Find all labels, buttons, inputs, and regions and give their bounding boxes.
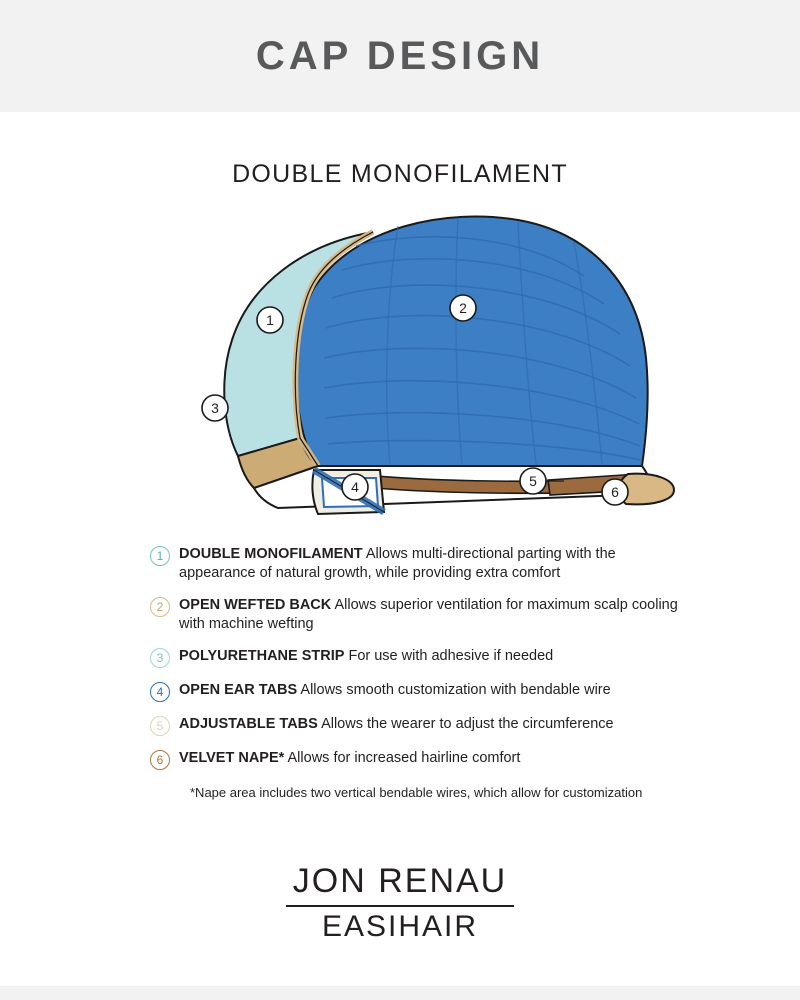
legend-term-1: DOUBLE MONOFILAMENT: [179, 546, 363, 562]
wefted-back-region: [296, 217, 647, 466]
legend-term-4: OPEN EAR TABS: [179, 682, 298, 698]
legend-entry-6: [179, 749, 520, 768]
list-item: [150, 681, 690, 702]
brand-subname: EASIHAIR: [321, 910, 479, 943]
legend-badge-5: 5: [150, 716, 170, 736]
legend-badge-3: 3: [150, 648, 170, 668]
legend-entry-5: [179, 715, 614, 734]
legend-entry-4: [179, 681, 611, 700]
brand-footer: [0, 862, 800, 944]
callout-6-label: 6: [611, 484, 619, 500]
list-item: [150, 545, 690, 583]
legend-term-5: ADJUSTABLE TABS: [179, 716, 318, 732]
legend-term-3: POLYURETHANE STRIP: [179, 648, 345, 664]
legend-badge-1: 1: [150, 546, 170, 566]
list-item: [150, 715, 690, 736]
legend-badge-2: 2: [150, 597, 170, 617]
legend-list: [150, 545, 690, 802]
legend-footnote: *Nape area includes two vertical bendable wires, which allow for customization: [190, 785, 643, 800]
page-title: CAP DESIGN: [255, 33, 545, 78]
legend-term-6: VELVET NAPE*: [179, 750, 285, 766]
legend-desc-3: For use with adhesive if needed: [348, 648, 554, 664]
brand-name: JON RENAU: [292, 862, 508, 900]
legend-badge-4: 4: [150, 682, 170, 702]
list-item: [150, 749, 690, 770]
brand-divider: [286, 905, 514, 907]
diagram-subtitle: DOUBLE MONOFILAMENT: [232, 160, 568, 188]
legend-entry-3: [179, 647, 553, 666]
list-item: [150, 647, 690, 668]
bottom-band: [0, 986, 800, 1000]
legend-desc-4: Allows smooth customization with bendable wire: [300, 682, 611, 698]
legend-term-2: OPEN WEFTED BACK: [179, 597, 332, 613]
legend-desc-2: Allows superior ventilation for maximum scalp cooling with machine wefting: [179, 597, 678, 632]
callout-2-label: 2: [459, 300, 467, 316]
cap-illustration: [118, 198, 688, 528]
legend-badge-6: 6: [150, 750, 170, 770]
callout-3-label: 3: [211, 400, 219, 416]
legend-desc-5: Allows the wearer to adjust the circumference: [321, 716, 614, 732]
callout-1-label: 1: [266, 312, 274, 328]
header-band: [0, 0, 800, 112]
legend-entry-1: [179, 545, 679, 583]
legend-desc-6: Allows for increased hairline comfort: [287, 750, 521, 766]
list-item: [150, 596, 690, 634]
callout-5-label: 5: [529, 473, 537, 489]
legend-desc-1: Allows multi-directional parting with the appearance of natural growth, while providing extra comfort: [179, 546, 616, 581]
legend-entry-2: [179, 596, 679, 634]
callout-4-label: 4: [351, 479, 359, 495]
